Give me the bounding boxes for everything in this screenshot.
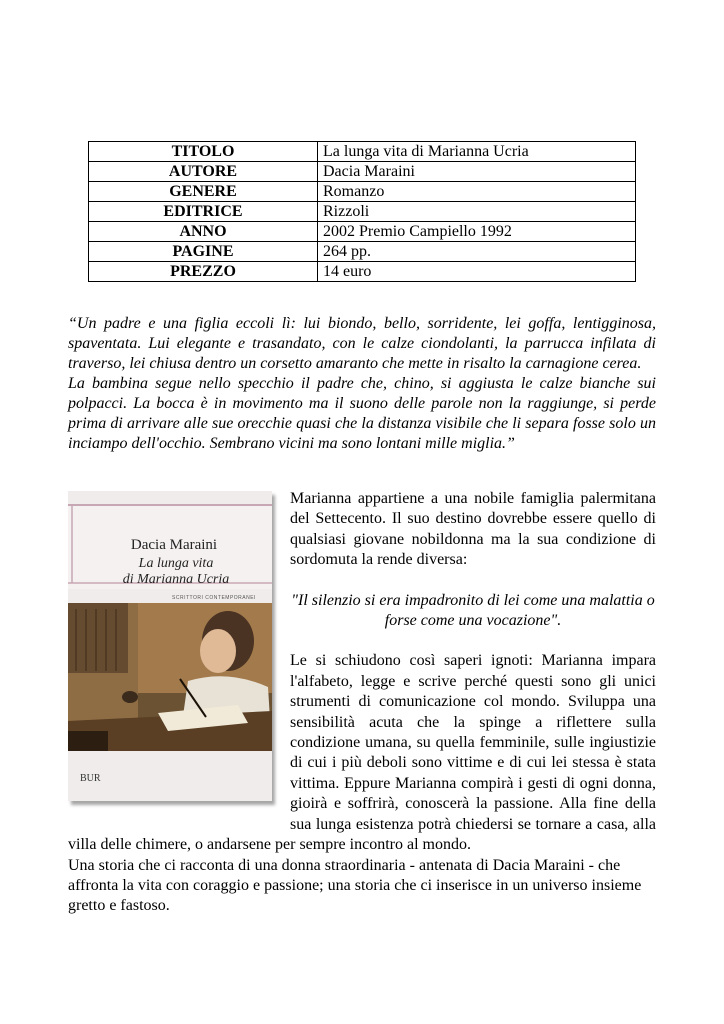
table-row: [89, 222, 636, 242]
row-value: La lunga vita di Marianna Ucria: [318, 142, 636, 162]
body-paragraph-3: Una storia che ci racconta di una donna straordinaria - antenata di Dacia Maraini - che affronta la vita con coraggio e passione; una storia che ci inserisce in un universo insieme gretto e fastoso.: [68, 856, 642, 915]
row-value: Rizzoli: [318, 202, 636, 222]
cover-series: SCRITTORI CONTEMPORANEI: [172, 595, 256, 601]
table-row: [89, 162, 636, 182]
cover-title-line-1: La lunga vita: [138, 556, 214, 571]
body-paragraph-2: Le si schiudono così saperi ignoti: Marianna impara l'alfabeto, legge e scrive perché questi sono gli unici strumenti di comunicazione col mondo. Sviluppa una sensibilità acuta che la spinge a riflettere sulla condizione umana, su quella femminile, sulle ingiustizie di cui i più deboli sono vittime e di cui lei stessa è stata vittima. Eppure Marianna compirà i gesti di ogni donna, gioirà e soffrirà, conoscerà la passione. Alla fine della sua lunga esistenza potrà chiedersi se tornare a casa, alla villa delle chimere, o andarsene per sempre incontro al mondo.: [68, 652, 656, 854]
table-row: [89, 202, 636, 222]
table-row: [89, 182, 636, 202]
row-label: PREZZO: [89, 262, 318, 282]
cover-title-line-2: di Marianna Ucria: [122, 572, 230, 587]
row-value: 264 pp.: [318, 242, 636, 262]
row-label: ANNO: [89, 222, 318, 242]
table-row: [89, 242, 636, 262]
table-row: [89, 142, 636, 162]
quote-paragraph-1: “Un padre e una figlia eccoli lì: lui biondo, bello, sorridente, lei goffa, lentigginosa, spaventata. Lui elegante e trasandato, con le calze ciondolanti, la parrucca infilata di traverso, lei chiusa dentro un corsetto amaranto che mette in risalto la carnagione cerea.: [68, 315, 656, 372]
row-value: Dacia Maraini: [318, 162, 636, 182]
row-label: EDITRICE: [89, 202, 318, 222]
row-label: AUTORE: [89, 162, 318, 182]
cover-author: Dacia Maraini: [130, 537, 218, 553]
row-value: 2002 Premio Campiello 1992: [318, 222, 636, 242]
intro-paragraph: Marianna appartiene a una nobile famiglia palermitana del Settecento. Il suo destino dovrebbe essere quello di qualsiasi giovane nobildonna ma la sua condizione di sordomuta la rende diversa:: [290, 490, 656, 569]
review-body: [68, 489, 656, 917]
opening-quote: [68, 314, 656, 454]
publisher-logo: BUR: [80, 773, 101, 784]
quote-paragraph-2: La bambina segue nello specchio il padre che, chino, si aggiusta le calze bianche sui polpacci. La bocca è in movimento ma il suono delle parole non la raggiunge, si perde prima di arrivare alle sue orecchie quasi che la distanza visibile che li separa fosse solo un inciampo dell'occhio. Sembrano vicini ma sono lontani mille miglia.”: [68, 375, 656, 452]
table-row: [89, 262, 636, 282]
row-label: TITOLO: [89, 142, 318, 162]
row-label: PAGINE: [89, 242, 318, 262]
row-value: 14 euro: [318, 262, 636, 282]
center-quote: "Il silenzio si era impadronito di lei come una malattia o forse come una vocazione".: [291, 591, 655, 630]
book-info-table: [88, 141, 636, 282]
row-value: Romanzo: [318, 182, 636, 202]
row-label: GENERE: [89, 182, 318, 202]
